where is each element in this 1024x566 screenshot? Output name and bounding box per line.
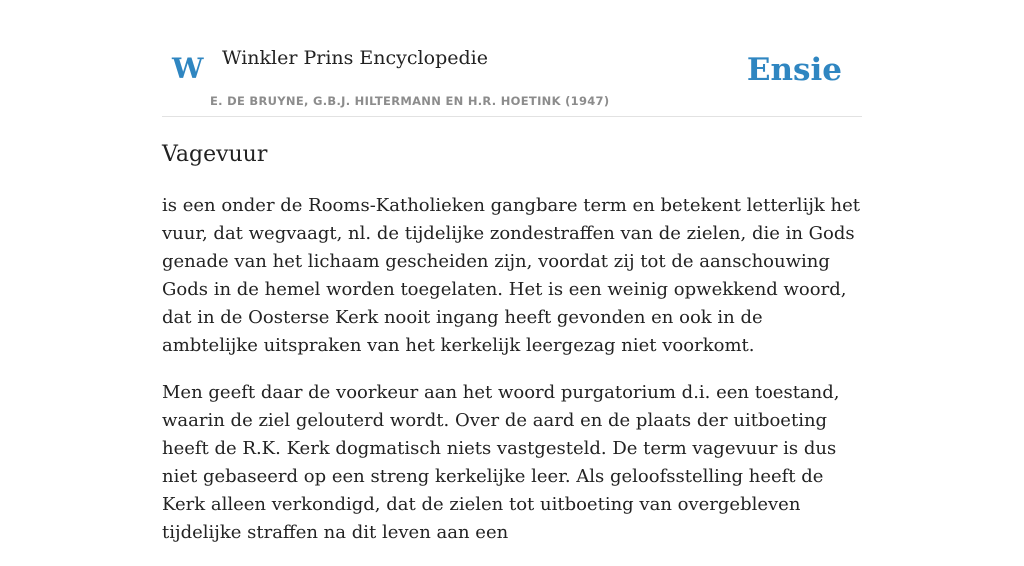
article-paragraph: Men geeft daar de voorkeur aan het woord purgatorium d.i. een toestand, waarin de ziel gelouterd wordt. Over de aard en de plaats der uitboeting heeft de R.K. Kerk dogmatisch niets vastgesteld. De term vagevuur is dus niet gebaseerd op een streng kerkelijke leer. Als geloofsstelling heeft de Kerk alleen verkondigd, dat de zielen tot uitboeting van overgebleven tijdelijke straffen na dit leven aan een [162, 382, 840, 543]
ensie-logo-link[interactable]: Ensie [746, 52, 842, 88]
source-authors: E. DE BRUYNE, G.B.J. HILTERMANN EN H.R. HOETINK (1947) [210, 94, 610, 108]
article-body [162, 192, 862, 566]
article-title: Vagevuur [162, 142, 268, 167]
source-header [162, 0, 862, 117]
source-title-link[interactable]: Winkler Prins Encyclopedie [222, 47, 488, 69]
source-logo-icon: W [172, 52, 204, 85]
article-paragraph: is een onder de Rooms-Katholieken gangbare term en betekent letterlijk het vuur, dat wegvaagt, nl. de tijdelijke zondestraffen van de zielen, die in Gods genade van het lichaam gescheiden zijn, voordat zij tot de aanschouwing Gods in de hemel worden toegelaten. Het is een weinig opwekkend woord, dat in de Oosterse Kerk nooit ingang heeft gevonden en ook in de ambtelijke uitspraken van het kerkelijk leergezag niet voorkomt. [162, 195, 861, 356]
